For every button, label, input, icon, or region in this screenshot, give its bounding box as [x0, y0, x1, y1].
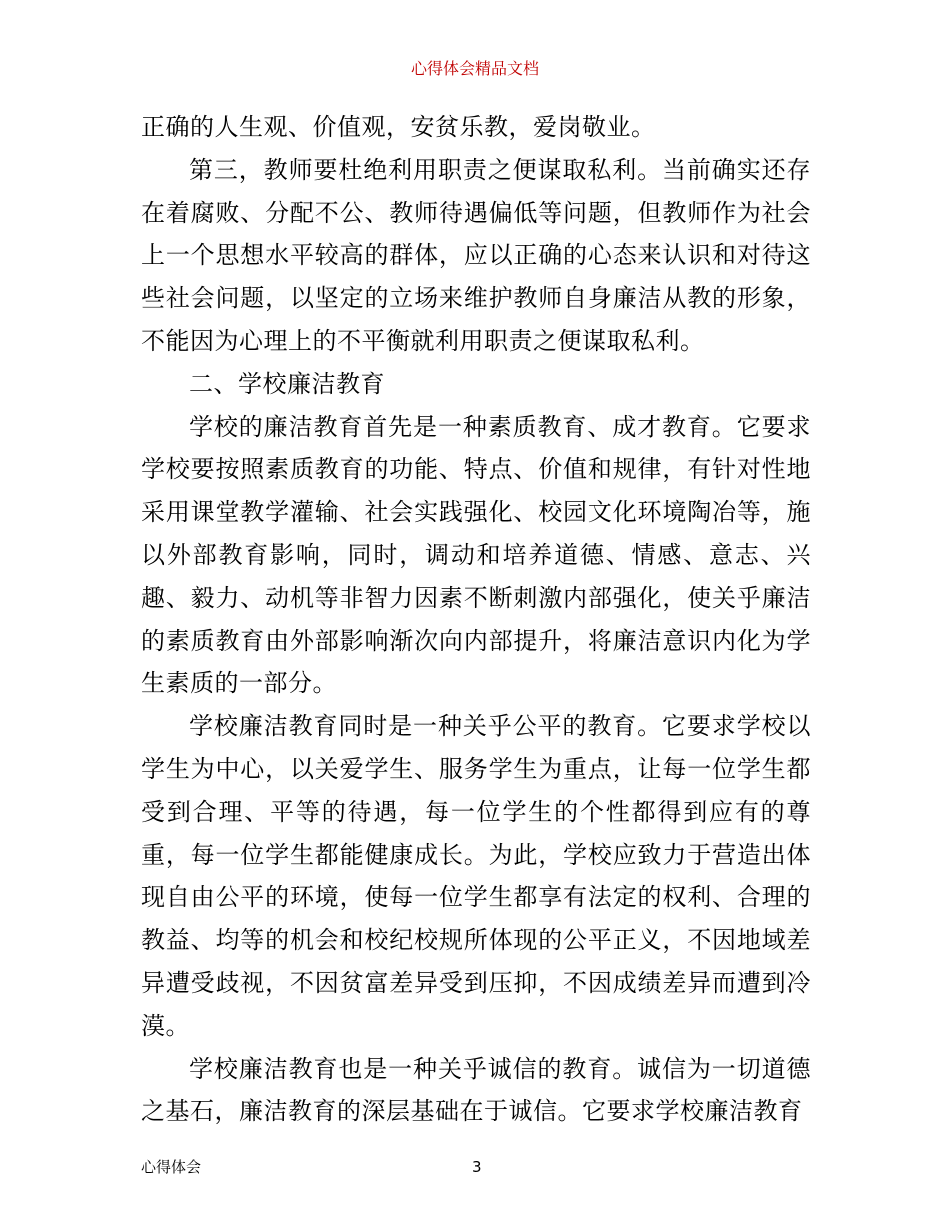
page-footer [141, 1156, 811, 1178]
header-title: 心得体会精品文档 [410, 59, 539, 78]
paragraph-fairness-education: 学校廉洁教育同时是一种关乎公平的教育。它要求学校以学生为中心，以关爱学生、服务学生为重点，让每一位学生都受到合理、平等的待遇，每一位学生的个性都得到应有的尊重，每一位学生都能健康成长。为此，学校应致力于营造出体现自由公平的环境，使每一位学生都享有法定的权利、合理的教益、均等的机会和校纪校规所体现的公平正义，不因地域差异遭受歧视，不因贫富差异受到压抑，不因成绩差异而遭到冷漠。 [141, 712, 811, 1040]
page-header [0, 58, 950, 80]
section-heading: 二、学校廉洁教育 [189, 369, 385, 398]
paragraph-third-point: 第三，教师要杜绝利用职责之便谋取私利。当前确实还存在着腐败、分配不公、教师待遇偏低等问题，但教师作为社会上一个思想水平较高的群体，应以正确的心态来认识和对待这些社会问题，以坚定的立场来维护教师自身廉洁从教的形象，不能因为心理上的不平衡就利用职责之便谋取私利。 [141, 155, 811, 355]
footer-label: 心得体会 [141, 1158, 202, 1176]
document-body [141, 106, 811, 1133]
paragraph-continuation: 正确的人生观、价值观，安贫乐教，爱岗敬业。 [141, 113, 656, 141]
paragraph-integrity-education: 学校廉洁教育也是一种关乎诚信的教育。诚信为一切道德之基石，廉洁教育的深层基础在于诚信。它要求学校廉洁教育 [141, 1054, 811, 1126]
paragraph-quality-education: 学校的廉洁教育首先是一种素质教育、成才教育。它要求学校要按照素质教育的功能、特点、价值和规律，有针对性地采用课堂教学灌输、社会实践强化、校园文化环境陶冶等，施以外部教育影响，同时，调动和培养道德、情感、意志、兴趣、毅力、动机等非智力因素不断刺激内部强化，使关乎廉洁的素质教育由外部影响渐次向内部提升，将廉洁意识内化为学生素质的一部分。 [141, 412, 811, 698]
page-number: 3 [472, 1158, 482, 1176]
